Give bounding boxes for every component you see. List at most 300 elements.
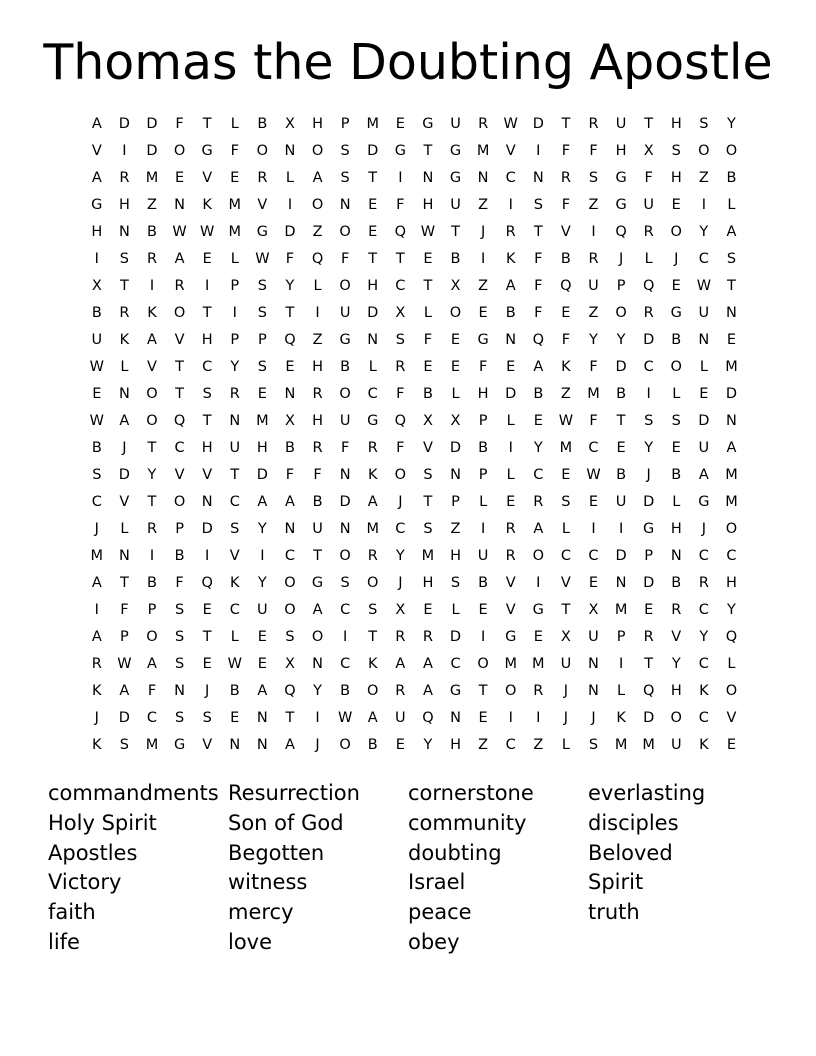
grid-letter: N bbox=[450, 710, 461, 726]
grid-letter: D bbox=[532, 116, 544, 132]
grid-letter: E bbox=[368, 197, 378, 213]
grid-letter: N bbox=[339, 467, 351, 483]
grid-letter: J bbox=[205, 683, 210, 699]
grid-letter: T bbox=[423, 143, 433, 159]
word-column bbox=[228, 779, 408, 959]
grid-letter: R bbox=[119, 305, 130, 321]
grid-letter: S bbox=[588, 737, 599, 753]
grid-letter: P bbox=[616, 278, 626, 294]
grid-letter: N bbox=[588, 656, 599, 672]
grid-letter: Q bbox=[615, 224, 627, 240]
grid-letter: H bbox=[201, 440, 213, 456]
grid-letter: W bbox=[172, 224, 187, 240]
grid-letter: W bbox=[337, 710, 353, 726]
grid-letter: O bbox=[394, 467, 407, 483]
grid-letter: Z bbox=[478, 197, 489, 213]
grid-letter: R bbox=[422, 629, 433, 645]
grid-letter: O bbox=[339, 737, 351, 753]
word-list-item: community bbox=[408, 810, 527, 835]
grid-letter: F bbox=[534, 278, 543, 294]
grid-letter: K bbox=[92, 737, 102, 753]
grid-letter: R bbox=[560, 170, 571, 186]
grid-letter: I bbox=[260, 548, 265, 564]
grid-letter: C bbox=[533, 467, 544, 483]
grid-letter: C bbox=[395, 521, 406, 537]
grid-row bbox=[83, 219, 746, 246]
grid-letter: R bbox=[312, 386, 323, 402]
grid-letter: R bbox=[395, 683, 406, 699]
grid-letter: F bbox=[230, 143, 239, 159]
grid-letter: N bbox=[118, 548, 130, 564]
grid-letter: T bbox=[202, 629, 212, 645]
grid-letter: P bbox=[147, 602, 157, 618]
grid-letter: Y bbox=[257, 575, 267, 591]
grid-letter: V bbox=[119, 494, 130, 510]
grid-letter: Y bbox=[589, 332, 598, 348]
grid-letter: S bbox=[450, 575, 461, 591]
grid-letter: I bbox=[232, 305, 237, 321]
grid-letter: S bbox=[119, 251, 129, 267]
grid-letter: F bbox=[396, 197, 405, 213]
grid-letter: G bbox=[698, 494, 710, 510]
grid-letter: I bbox=[398, 170, 403, 186]
grid-letter: Q bbox=[173, 413, 186, 429]
grid-letter: B bbox=[671, 332, 682, 348]
grid-letter: E bbox=[92, 386, 102, 402]
grid-letter: A bbox=[533, 521, 544, 537]
grid-letter: V bbox=[91, 143, 102, 159]
grid-letter: Y bbox=[616, 332, 626, 348]
grid-letter: R bbox=[257, 170, 268, 186]
grid-letter: G bbox=[477, 332, 489, 348]
grid-letter: W bbox=[200, 224, 215, 240]
grid-letter: G bbox=[532, 602, 544, 618]
grid-letter: R bbox=[505, 548, 516, 564]
grid-letter: C bbox=[174, 440, 185, 456]
grid-letter: G bbox=[615, 197, 627, 213]
grid-letter: E bbox=[644, 602, 654, 618]
grid-letter: M bbox=[145, 737, 159, 753]
grid-letter: N bbox=[698, 332, 710, 348]
grid-letter: R bbox=[478, 116, 489, 132]
grid-letter: K bbox=[367, 467, 378, 483]
grid-letter: H bbox=[256, 440, 268, 456]
grid-letter: S bbox=[340, 575, 350, 591]
grid-letter: R bbox=[91, 656, 102, 672]
grid-letter: J bbox=[563, 710, 569, 726]
grid-letter: H bbox=[615, 143, 627, 159]
grid-row bbox=[83, 516, 746, 543]
grid-letter: R bbox=[367, 440, 378, 456]
grid-letter: D bbox=[284, 224, 296, 240]
grid-letter: O bbox=[311, 197, 324, 213]
grid-letter: I bbox=[149, 278, 155, 294]
grid-letter: B bbox=[312, 494, 323, 510]
grid-letter: K bbox=[202, 197, 212, 213]
word-list-item: Resurrection bbox=[228, 781, 360, 805]
grid-letter: I bbox=[94, 602, 99, 618]
grid-letter: P bbox=[230, 332, 240, 348]
grid-letter: D bbox=[367, 143, 379, 159]
word-list-item: mercy bbox=[228, 900, 294, 925]
grid-row bbox=[83, 597, 746, 624]
word-list-item: commandments bbox=[48, 781, 219, 805]
grid-letter: O bbox=[311, 143, 324, 159]
grid-letter: Q bbox=[284, 332, 296, 348]
grid-letter: V bbox=[174, 332, 185, 348]
grid-letter: Q bbox=[532, 332, 544, 348]
grid-letter: T bbox=[423, 278, 433, 294]
grid-letter: B bbox=[478, 440, 489, 456]
grid-letter: F bbox=[423, 332, 433, 348]
grid-letter: N bbox=[174, 197, 185, 213]
grid-letter: E bbox=[726, 332, 737, 348]
grid-letter: N bbox=[339, 521, 351, 537]
grid-letter: S bbox=[340, 170, 350, 186]
grid-letter: U bbox=[91, 332, 103, 348]
word-list-item: truth bbox=[588, 900, 640, 925]
grid-letter: V bbox=[422, 440, 433, 456]
grid-letter: E bbox=[423, 251, 433, 267]
grid-letter: I bbox=[480, 251, 486, 267]
grid-letter: E bbox=[506, 359, 516, 375]
grid-letter: F bbox=[534, 251, 543, 267]
grid-letter: L bbox=[479, 494, 488, 510]
grid-letter: N bbox=[312, 656, 323, 672]
grid-letter: U bbox=[588, 278, 599, 294]
grid-letter: O bbox=[311, 629, 324, 645]
grid-letter: H bbox=[450, 737, 461, 753]
grid-letter: E bbox=[230, 170, 240, 186]
grid-letter: U bbox=[339, 305, 351, 321]
grid-letter: A bbox=[422, 656, 433, 672]
grid-letter: W bbox=[117, 656, 132, 672]
word-list-item: Apostles bbox=[48, 840, 138, 865]
grid-letter: U bbox=[643, 197, 654, 213]
grid-letter: W bbox=[255, 251, 270, 267]
grid-letter: U bbox=[257, 602, 268, 618]
grid-letter: I bbox=[205, 548, 210, 564]
grid-letter: S bbox=[533, 197, 543, 213]
grid-letter: S bbox=[395, 332, 405, 348]
grid-letter: I bbox=[701, 197, 706, 213]
grid-letter: G bbox=[449, 683, 462, 699]
grid-letter: G bbox=[615, 170, 627, 186]
grid-row bbox=[83, 624, 746, 651]
grid-letter: I bbox=[536, 710, 541, 726]
grid-letter: R bbox=[698, 575, 709, 591]
grid-letter: T bbox=[202, 305, 212, 321]
grid-letter: X bbox=[422, 413, 433, 429]
grid-letter: S bbox=[368, 602, 378, 618]
grid-letter: T bbox=[202, 413, 212, 429]
grid-letter: E bbox=[671, 278, 681, 294]
grid-letter: Q bbox=[284, 683, 296, 699]
grid-letter: O bbox=[256, 143, 269, 159]
grid-letter: R bbox=[505, 521, 516, 537]
grid-letter: V bbox=[229, 548, 240, 564]
grid-letter: L bbox=[727, 197, 736, 213]
grid-letter: E bbox=[202, 602, 212, 618]
grid-letter: M bbox=[725, 359, 738, 375]
grid-letter: L bbox=[699, 359, 708, 375]
grid-letter: G bbox=[91, 197, 103, 213]
grid-letter: N bbox=[670, 548, 682, 564]
grid-letter: V bbox=[202, 737, 213, 753]
grid-letter: U bbox=[312, 521, 323, 537]
grid-letter: L bbox=[451, 602, 460, 618]
grid-letter: L bbox=[451, 386, 460, 402]
grid-letter: J bbox=[94, 521, 99, 537]
grid-letter: D bbox=[725, 386, 738, 402]
grid-letter: S bbox=[644, 413, 654, 429]
grid-letter: A bbox=[284, 494, 295, 510]
grid-letter: G bbox=[339, 332, 351, 348]
grid-letter: H bbox=[670, 170, 682, 186]
grid-letter: U bbox=[615, 494, 627, 510]
grid-letter: G bbox=[394, 143, 406, 159]
grid-letter: N bbox=[256, 737, 268, 753]
grid-letter: Q bbox=[394, 413, 407, 429]
grid-letter: K bbox=[616, 710, 626, 726]
grid-letter: S bbox=[174, 629, 185, 645]
grid-letter: U bbox=[450, 197, 461, 213]
grid-letter: A bbox=[422, 683, 433, 699]
grid-letter: L bbox=[617, 683, 626, 699]
grid-letter: E bbox=[174, 170, 185, 186]
grid-letter: H bbox=[201, 332, 213, 348]
grid-letter: R bbox=[643, 305, 654, 321]
grid-letter: F bbox=[285, 251, 295, 267]
grid-row bbox=[83, 327, 746, 354]
grid-letter: S bbox=[257, 278, 267, 294]
grid-letter: I bbox=[343, 629, 348, 645]
grid-letter: T bbox=[478, 683, 488, 699]
grid-letter: M bbox=[476, 143, 490, 159]
grid-letter: C bbox=[698, 710, 709, 726]
grid-letter: D bbox=[118, 467, 130, 483]
word-list-item: Holy Spirit bbox=[48, 810, 157, 835]
grid-letter: U bbox=[395, 710, 406, 726]
grid-letter: V bbox=[505, 143, 516, 159]
grid-letter: F bbox=[340, 251, 350, 267]
grid-letter: R bbox=[367, 548, 378, 564]
grid-letter: I bbox=[591, 521, 596, 537]
grid-letter: S bbox=[699, 116, 709, 132]
grid-letter: N bbox=[284, 143, 296, 159]
grid-letter: B bbox=[478, 575, 489, 591]
grid-letter: D bbox=[643, 332, 655, 348]
grid-letter: A bbox=[91, 170, 102, 186]
grid-letter: G bbox=[449, 170, 462, 186]
grid-letter: M bbox=[366, 521, 379, 537]
grid-letter: C bbox=[91, 494, 102, 510]
grid-letter: E bbox=[368, 224, 378, 240]
grid-letter: F bbox=[396, 386, 405, 402]
grid-letter: J bbox=[94, 710, 99, 726]
grid-letter: B bbox=[505, 305, 516, 321]
grid-letter: S bbox=[285, 629, 295, 645]
grid-letter: I bbox=[149, 548, 155, 564]
grid-letter: J bbox=[646, 467, 651, 483]
grid-letter: O bbox=[725, 521, 738, 537]
grid-letter: M bbox=[642, 737, 655, 753]
grid-letter: C bbox=[698, 548, 709, 564]
grid-letter: E bbox=[257, 629, 267, 645]
grid-letter: C bbox=[229, 494, 240, 510]
grid-letter: O bbox=[173, 494, 186, 510]
grid-letter: E bbox=[202, 656, 212, 672]
grid-letter: I bbox=[618, 521, 624, 537]
grid-letter: R bbox=[229, 386, 240, 402]
grid-letter: F bbox=[396, 440, 405, 456]
grid-letter: A bbox=[312, 602, 323, 618]
grid-letter: B bbox=[726, 170, 737, 186]
grid-letter: T bbox=[561, 602, 571, 618]
grid-letter: E bbox=[616, 440, 626, 456]
grid-letter: W bbox=[696, 278, 712, 294]
grid-letter: L bbox=[285, 170, 294, 186]
grid-letter: M bbox=[614, 737, 628, 753]
grid-letter: U bbox=[229, 440, 241, 456]
grid-letter: R bbox=[588, 116, 599, 132]
grid-letter: S bbox=[671, 143, 681, 159]
grid-letter: A bbox=[257, 683, 268, 699]
grid-letter: V bbox=[726, 710, 737, 726]
grid-letter: P bbox=[120, 629, 129, 645]
grid-letter: L bbox=[727, 656, 736, 672]
grid-letter: V bbox=[560, 575, 571, 591]
grid-letter: U bbox=[615, 116, 627, 132]
grid-letter: H bbox=[312, 413, 323, 429]
grid-letter: U bbox=[450, 116, 461, 132]
grid-letter: A bbox=[284, 737, 295, 753]
grid-letter: D bbox=[643, 710, 655, 726]
grid-letter: M bbox=[559, 440, 573, 456]
grid-letter: E bbox=[533, 413, 543, 429]
grid-letter: N bbox=[284, 521, 296, 537]
grid-letter: H bbox=[91, 224, 103, 240]
grid-letter: T bbox=[175, 386, 184, 402]
grid-letter: X bbox=[395, 602, 406, 618]
grid-letter: F bbox=[147, 683, 157, 699]
grid-letter: N bbox=[229, 413, 241, 429]
grid-letter: P bbox=[478, 467, 488, 483]
grid-letter: O bbox=[146, 386, 158, 402]
grid-row bbox=[83, 354, 746, 381]
word-list-item: love bbox=[228, 929, 273, 954]
grid-letter: Z bbox=[312, 332, 323, 348]
grid-letter: T bbox=[313, 548, 322, 564]
word-list-item: everlasting bbox=[588, 781, 706, 805]
grid-letter: O bbox=[670, 224, 682, 240]
grid-letter: A bbox=[698, 467, 709, 483]
grid-letter: Y bbox=[727, 116, 736, 132]
grid-row bbox=[83, 543, 746, 570]
grid-letter: N bbox=[450, 467, 461, 483]
grid-letter: J bbox=[398, 575, 403, 591]
grid-letter: E bbox=[285, 359, 295, 375]
grid-letter: R bbox=[671, 602, 682, 618]
grid-letter: D bbox=[118, 116, 130, 132]
grid-letter: V bbox=[257, 197, 268, 213]
word-list-item: doubting bbox=[408, 840, 502, 865]
grid-letter: A bbox=[312, 170, 323, 186]
grid-letter: N bbox=[284, 386, 296, 402]
grid-letter: V bbox=[671, 629, 682, 645]
grid-letter: W bbox=[227, 656, 242, 672]
grid-letter: E bbox=[395, 116, 405, 132]
grid-letter: F bbox=[561, 143, 571, 159]
grid-letter: O bbox=[339, 548, 351, 564]
grid-letter: C bbox=[588, 548, 599, 564]
grid-letter: V bbox=[147, 359, 157, 375]
grid-letter: S bbox=[561, 494, 571, 510]
grid-letter: C bbox=[229, 602, 240, 618]
grid-letter: B bbox=[450, 251, 461, 267]
grid-letter: N bbox=[118, 224, 130, 240]
grid-letter: T bbox=[368, 170, 378, 186]
grid-row bbox=[83, 246, 746, 273]
grid-letter: O bbox=[339, 386, 351, 402]
grid-letter: Q bbox=[201, 575, 213, 591]
grid-letter: H bbox=[477, 386, 489, 402]
grid-letter: V bbox=[174, 467, 185, 483]
grid-letter: O bbox=[670, 359, 682, 375]
grid-letter: X bbox=[284, 116, 295, 132]
grid-letter: N bbox=[339, 197, 351, 213]
grid-letter: T bbox=[451, 224, 460, 240]
grid-letter: D bbox=[449, 629, 462, 645]
grid-letter: F bbox=[644, 170, 653, 186]
grid-letter: H bbox=[118, 197, 130, 213]
grid-letter: G bbox=[422, 116, 434, 132]
grid-letter: M bbox=[587, 386, 600, 402]
word-list-item: obey bbox=[408, 929, 460, 954]
grid-letter: I bbox=[480, 521, 486, 537]
grid-letter: S bbox=[588, 170, 599, 186]
grid-letter: A bbox=[174, 251, 185, 267]
grid-letter: D bbox=[449, 440, 462, 456]
grid-letter: M bbox=[256, 413, 269, 429]
grid-letter: F bbox=[120, 602, 129, 618]
grid-letter: Z bbox=[698, 170, 709, 186]
grid-letter: V bbox=[202, 170, 213, 186]
grid-letter: E bbox=[202, 251, 212, 267]
grid-letter: M bbox=[614, 602, 628, 618]
grid-letter: C bbox=[284, 548, 296, 564]
grid-letter: F bbox=[340, 440, 350, 456]
grid-letter: I bbox=[508, 710, 513, 726]
word-list-item: peace bbox=[408, 900, 472, 925]
grid-letter: E bbox=[423, 359, 433, 375]
grid-letter: T bbox=[616, 413, 626, 429]
grid-letter: L bbox=[368, 359, 377, 375]
grid-letter: B bbox=[174, 548, 185, 564]
grid-letter: F bbox=[589, 359, 598, 375]
grid-letter: D bbox=[615, 548, 627, 564]
grid-letter: H bbox=[450, 548, 461, 564]
grid-letter: L bbox=[423, 305, 432, 321]
grid-letter: R bbox=[395, 359, 406, 375]
word-list-item: cornerstone bbox=[408, 781, 534, 805]
word-list-item: faith bbox=[48, 900, 96, 925]
grid-letter: N bbox=[532, 170, 544, 186]
grid-letter: A bbox=[395, 656, 406, 672]
word-list-item: life bbox=[48, 929, 80, 954]
grid-letter: R bbox=[643, 629, 654, 645]
grid-letter: B bbox=[147, 575, 157, 591]
